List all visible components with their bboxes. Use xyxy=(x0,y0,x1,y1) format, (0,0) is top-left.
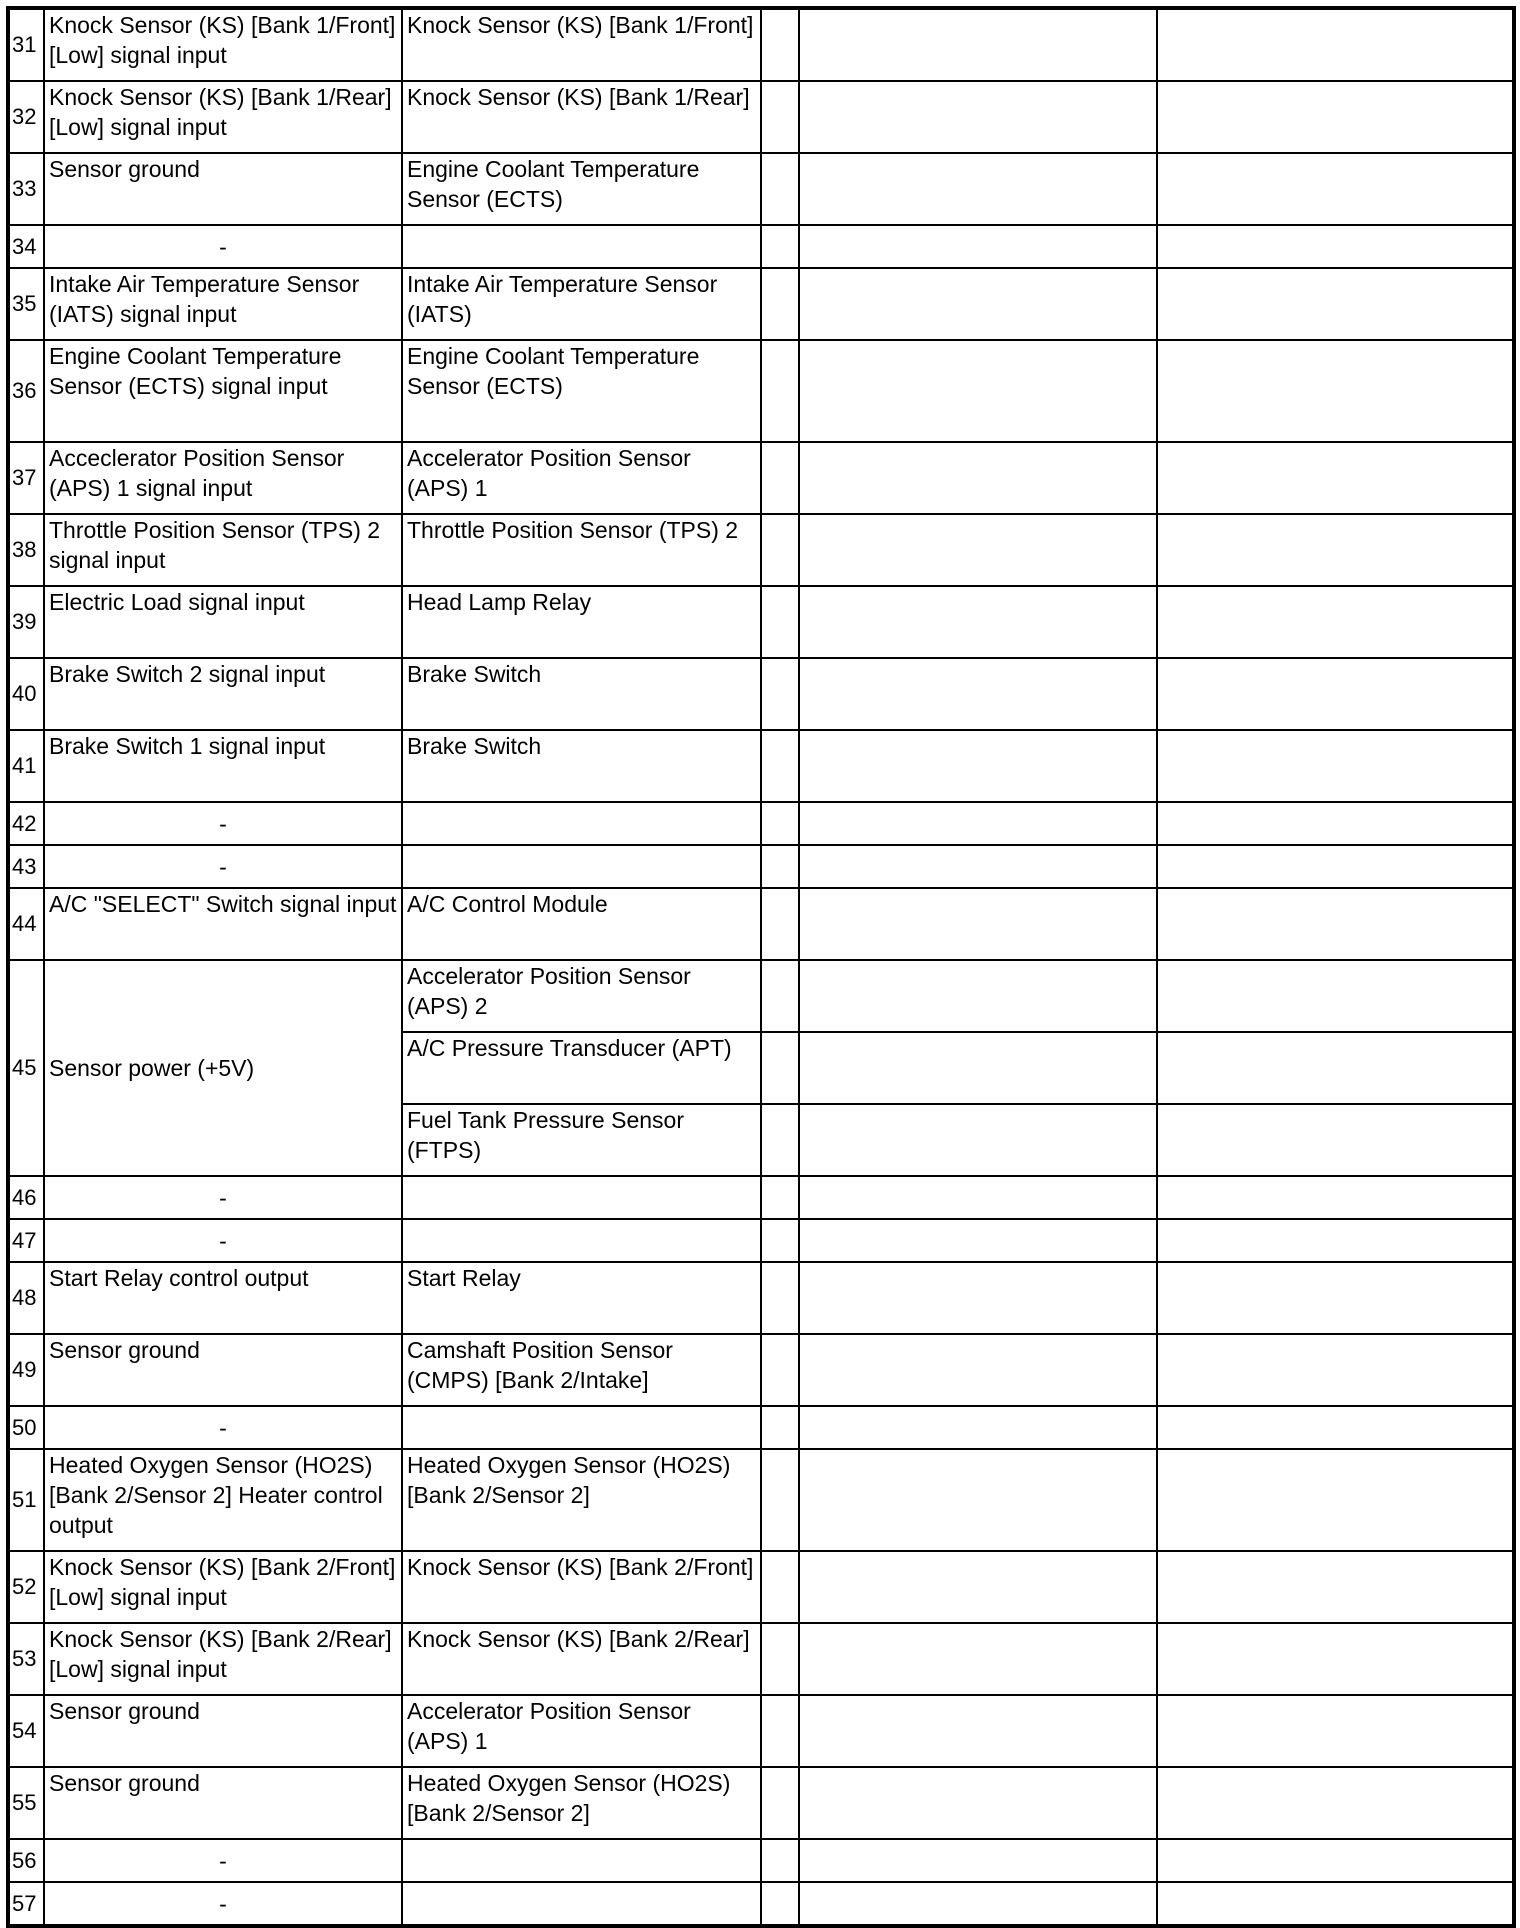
connected-component xyxy=(402,1406,761,1449)
connected-component xyxy=(402,1176,761,1219)
empty-cell-a xyxy=(761,1104,799,1176)
connected-component xyxy=(402,1219,761,1262)
empty-cell-a xyxy=(761,1882,799,1926)
pin-description: Sensor ground xyxy=(44,1695,402,1767)
connected-component: Brake Switch xyxy=(402,658,761,730)
empty-cell-b xyxy=(799,1219,1157,1262)
empty-cell-c xyxy=(1157,1032,1514,1104)
pin-number: 32 xyxy=(8,81,44,153)
empty-cell-b xyxy=(799,1104,1157,1176)
pin-description: - xyxy=(44,845,402,888)
connected-component: Brake Switch xyxy=(402,730,761,802)
empty-cell-c xyxy=(1157,1176,1514,1219)
pin-description: Knock Sensor (KS) [Bank 2/Front] [Low] signal input xyxy=(44,1551,402,1623)
pin-number: 47 xyxy=(8,1219,44,1262)
empty-cell-a xyxy=(761,802,799,845)
pin-description: Knock Sensor (KS) [Bank 2/Rear] [Low] signal input xyxy=(44,1623,402,1695)
empty-cell-c xyxy=(1157,8,1514,81)
pin-number: 38 xyxy=(8,514,44,586)
pin-description: Knock Sensor (KS) [Bank 1/Rear] [Low] signal input xyxy=(44,81,402,153)
empty-cell-a xyxy=(761,1767,799,1839)
empty-cell-a xyxy=(761,1334,799,1406)
empty-cell-c xyxy=(1157,802,1514,845)
table-row xyxy=(8,1176,1514,1219)
empty-cell-b xyxy=(799,960,1157,1032)
table-row xyxy=(8,1449,1514,1551)
connected-component xyxy=(402,802,761,845)
pin-number: 49 xyxy=(8,1334,44,1406)
pin-number: 44 xyxy=(8,888,44,960)
empty-cell-b xyxy=(799,658,1157,730)
pin-number: 35 xyxy=(8,268,44,340)
empty-cell-c xyxy=(1157,1449,1514,1551)
empty-cell-b xyxy=(799,1449,1157,1551)
connected-component: Knock Sensor (KS) [Bank 1/Rear] xyxy=(402,81,761,153)
connected-component: Knock Sensor (KS) [Bank 1/Front] xyxy=(402,8,761,81)
pin-number: 48 xyxy=(8,1262,44,1334)
empty-cell-c xyxy=(1157,1334,1514,1406)
empty-cell-a xyxy=(761,1262,799,1334)
connected-component: Start Relay xyxy=(402,1262,761,1334)
empty-cell-c xyxy=(1157,586,1514,658)
pin-number: 39 xyxy=(8,586,44,658)
pin-description: Heated Oxygen Sensor (HO2S) [Bank 2/Sensor 2] Heater control output xyxy=(44,1449,402,1551)
empty-cell-a xyxy=(761,960,799,1032)
empty-cell-a xyxy=(761,730,799,802)
table-row xyxy=(8,1623,1514,1695)
pin-number: 34 xyxy=(8,225,44,268)
empty-cell-b xyxy=(799,1623,1157,1695)
pin-number: 45 xyxy=(8,960,44,1176)
table-row xyxy=(8,1406,1514,1449)
pin-number: 56 xyxy=(8,1839,44,1882)
pin-description: Sensor ground xyxy=(44,1334,402,1406)
empty-cell-a xyxy=(761,8,799,81)
pin-description: Intake Air Temperature Sensor (IATS) signal input xyxy=(44,268,402,340)
empty-cell-b xyxy=(799,802,1157,845)
empty-cell-b xyxy=(799,268,1157,340)
pin-number: 41 xyxy=(8,730,44,802)
empty-cell-b xyxy=(799,1406,1157,1449)
pin-number: 50 xyxy=(8,1406,44,1449)
pin-description: Electric Load signal input xyxy=(44,586,402,658)
connected-component: Knock Sensor (KS) [Bank 2/Rear] xyxy=(402,1623,761,1695)
empty-cell-b xyxy=(799,888,1157,960)
empty-cell-c xyxy=(1157,1551,1514,1623)
empty-cell-c xyxy=(1157,1104,1514,1176)
empty-cell-b xyxy=(799,8,1157,81)
pin-description: Sensor ground xyxy=(44,153,402,225)
table-row xyxy=(8,1334,1514,1406)
pin-number: 31 xyxy=(8,8,44,81)
pin-number: 42 xyxy=(8,802,44,845)
pin-number: 52 xyxy=(8,1551,44,1623)
empty-cell-c xyxy=(1157,225,1514,268)
empty-cell-b xyxy=(799,1262,1157,1334)
table-row xyxy=(8,960,1514,1032)
connected-component: Accelerator Position Sensor (APS) 1 xyxy=(402,1695,761,1767)
table-row xyxy=(8,8,1514,81)
empty-cell-a xyxy=(761,1032,799,1104)
empty-cell-c xyxy=(1157,1882,1514,1926)
table-row xyxy=(8,1839,1514,1882)
connected-component: Throttle Position Sensor (TPS) 2 xyxy=(402,514,761,586)
pin-table xyxy=(6,6,1516,1928)
table-row xyxy=(8,845,1514,888)
pin-number: 33 xyxy=(8,153,44,225)
pin-number: 57 xyxy=(8,1882,44,1926)
table-row xyxy=(8,1219,1514,1262)
pin-description: - xyxy=(44,1406,402,1449)
pin-description: Sensor power (+5V) xyxy=(44,960,402,1176)
empty-cell-c xyxy=(1157,1695,1514,1767)
empty-cell-b xyxy=(799,340,1157,442)
connected-component: A/C Control Module xyxy=(402,888,761,960)
empty-cell-a xyxy=(761,845,799,888)
empty-cell-a xyxy=(761,340,799,442)
empty-cell-a xyxy=(761,153,799,225)
empty-cell-a xyxy=(761,225,799,268)
connected-component: Engine Coolant Temperature Sensor (ECTS) xyxy=(402,153,761,225)
pin-number: 43 xyxy=(8,845,44,888)
empty-cell-c xyxy=(1157,514,1514,586)
connected-component xyxy=(402,225,761,268)
empty-cell-b xyxy=(799,1882,1157,1926)
table-row xyxy=(8,658,1514,730)
connected-component xyxy=(402,1839,761,1882)
connected-component: Camshaft Position Sensor (CMPS) [Bank 2/Intake] xyxy=(402,1334,761,1406)
pin-description: - xyxy=(44,1839,402,1882)
empty-cell-c xyxy=(1157,1262,1514,1334)
table-row xyxy=(8,1882,1514,1926)
empty-cell-a xyxy=(761,514,799,586)
empty-cell-a xyxy=(761,268,799,340)
pin-number: 40 xyxy=(8,658,44,730)
empty-cell-c xyxy=(1157,845,1514,888)
pin-number: 36 xyxy=(8,340,44,442)
pin-description: A/C "SELECT" Switch signal input xyxy=(44,888,402,960)
pin-description: Sensor ground xyxy=(44,1767,402,1839)
empty-cell-b xyxy=(799,81,1157,153)
empty-cell-a xyxy=(761,1176,799,1219)
pin-number: 46 xyxy=(8,1176,44,1219)
empty-cell-c xyxy=(1157,1767,1514,1839)
table-row xyxy=(8,1262,1514,1334)
empty-cell-c xyxy=(1157,1406,1514,1449)
pin-number: 53 xyxy=(8,1623,44,1695)
empty-cell-b xyxy=(799,1032,1157,1104)
pin-description: Acceclerator Position Sensor (APS) 1 signal input xyxy=(44,442,402,514)
pin-description: Brake Switch 2 signal input xyxy=(44,658,402,730)
pin-description: - xyxy=(44,1219,402,1262)
pin-description: Brake Switch 1 signal input xyxy=(44,730,402,802)
empty-cell-b xyxy=(799,730,1157,802)
pin-description: - xyxy=(44,1176,402,1219)
connected-component: Head Lamp Relay xyxy=(402,586,761,658)
empty-cell-c xyxy=(1157,960,1514,1032)
empty-cell-a xyxy=(761,586,799,658)
empty-cell-b xyxy=(799,586,1157,658)
empty-cell-c xyxy=(1157,1623,1514,1695)
empty-cell-c xyxy=(1157,1219,1514,1262)
empty-cell-b xyxy=(799,225,1157,268)
connected-component: A/C Pressure Transducer (APT) xyxy=(402,1032,761,1104)
empty-cell-a xyxy=(761,658,799,730)
empty-cell-b xyxy=(799,1176,1157,1219)
connected-component: Intake Air Temperature Sensor (IATS) xyxy=(402,268,761,340)
pin-number: 55 xyxy=(8,1767,44,1839)
table-row xyxy=(8,1767,1514,1839)
empty-cell-b xyxy=(799,1839,1157,1882)
pin-description: - xyxy=(44,225,402,268)
empty-cell-c xyxy=(1157,81,1514,153)
empty-cell-c xyxy=(1157,730,1514,802)
empty-cell-b xyxy=(799,153,1157,225)
pin-description: Engine Coolant Temperature Sensor (ECTS) signal input xyxy=(44,340,402,442)
table-row xyxy=(8,514,1514,586)
empty-cell-a xyxy=(761,1551,799,1623)
pin-description: Knock Sensor (KS) [Bank 1/Front] [Low] signal input xyxy=(44,8,402,81)
pin-description: Throttle Position Sensor (TPS) 2 signal input xyxy=(44,514,402,586)
connected-component xyxy=(402,845,761,888)
pin-description: - xyxy=(44,802,402,845)
pin-description: - xyxy=(44,1882,402,1926)
connected-component: Knock Sensor (KS) [Bank 2/Front] xyxy=(402,1551,761,1623)
connected-component xyxy=(402,1882,761,1926)
empty-cell-b xyxy=(799,1695,1157,1767)
empty-cell-c xyxy=(1157,268,1514,340)
table-row xyxy=(8,888,1514,960)
empty-cell-a xyxy=(761,888,799,960)
table-row xyxy=(8,1695,1514,1767)
table-row xyxy=(8,81,1514,153)
connected-component: Accelerator Position Sensor (APS) 1 xyxy=(402,442,761,514)
empty-cell-c xyxy=(1157,888,1514,960)
empty-cell-b xyxy=(799,1767,1157,1839)
table-row xyxy=(8,730,1514,802)
empty-cell-a xyxy=(761,1449,799,1551)
pin-number: 37 xyxy=(8,442,44,514)
empty-cell-c xyxy=(1157,153,1514,225)
empty-cell-a xyxy=(761,1623,799,1695)
connected-component: Heated Oxygen Sensor (HO2S) [Bank 2/Sensor 2] xyxy=(402,1449,761,1551)
empty-cell-b xyxy=(799,442,1157,514)
empty-cell-a xyxy=(761,1219,799,1262)
empty-cell-b xyxy=(799,1334,1157,1406)
empty-cell-c xyxy=(1157,340,1514,442)
empty-cell-c xyxy=(1157,442,1514,514)
table-row xyxy=(8,1551,1514,1623)
empty-cell-b xyxy=(799,845,1157,888)
empty-cell-a xyxy=(761,1839,799,1882)
pin-number: 54 xyxy=(8,1695,44,1767)
table-row xyxy=(8,153,1514,225)
table-row xyxy=(8,586,1514,658)
empty-cell-a xyxy=(761,1695,799,1767)
empty-cell-a xyxy=(761,81,799,153)
empty-cell-a xyxy=(761,1406,799,1449)
connected-component: Fuel Tank Pressure Sensor (FTPS) xyxy=(402,1104,761,1176)
pin-table-body xyxy=(8,8,1514,1926)
empty-cell-b xyxy=(799,1551,1157,1623)
connected-component: Heated Oxygen Sensor (HO2S) [Bank 2/Sensor 2] xyxy=(402,1767,761,1839)
pin-description: Start Relay control output xyxy=(44,1262,402,1334)
table-row xyxy=(8,225,1514,268)
table-row xyxy=(8,340,1514,442)
empty-cell-b xyxy=(799,514,1157,586)
empty-cell-a xyxy=(761,442,799,514)
table-row xyxy=(8,802,1514,845)
pin-number: 51 xyxy=(8,1449,44,1551)
table-row xyxy=(8,442,1514,514)
empty-cell-c xyxy=(1157,658,1514,730)
table-row xyxy=(8,268,1514,340)
empty-cell-c xyxy=(1157,1839,1514,1882)
connected-component: Engine Coolant Temperature Sensor (ECTS) xyxy=(402,340,761,442)
connected-component: Accelerator Position Sensor (APS) 2 xyxy=(402,960,761,1032)
